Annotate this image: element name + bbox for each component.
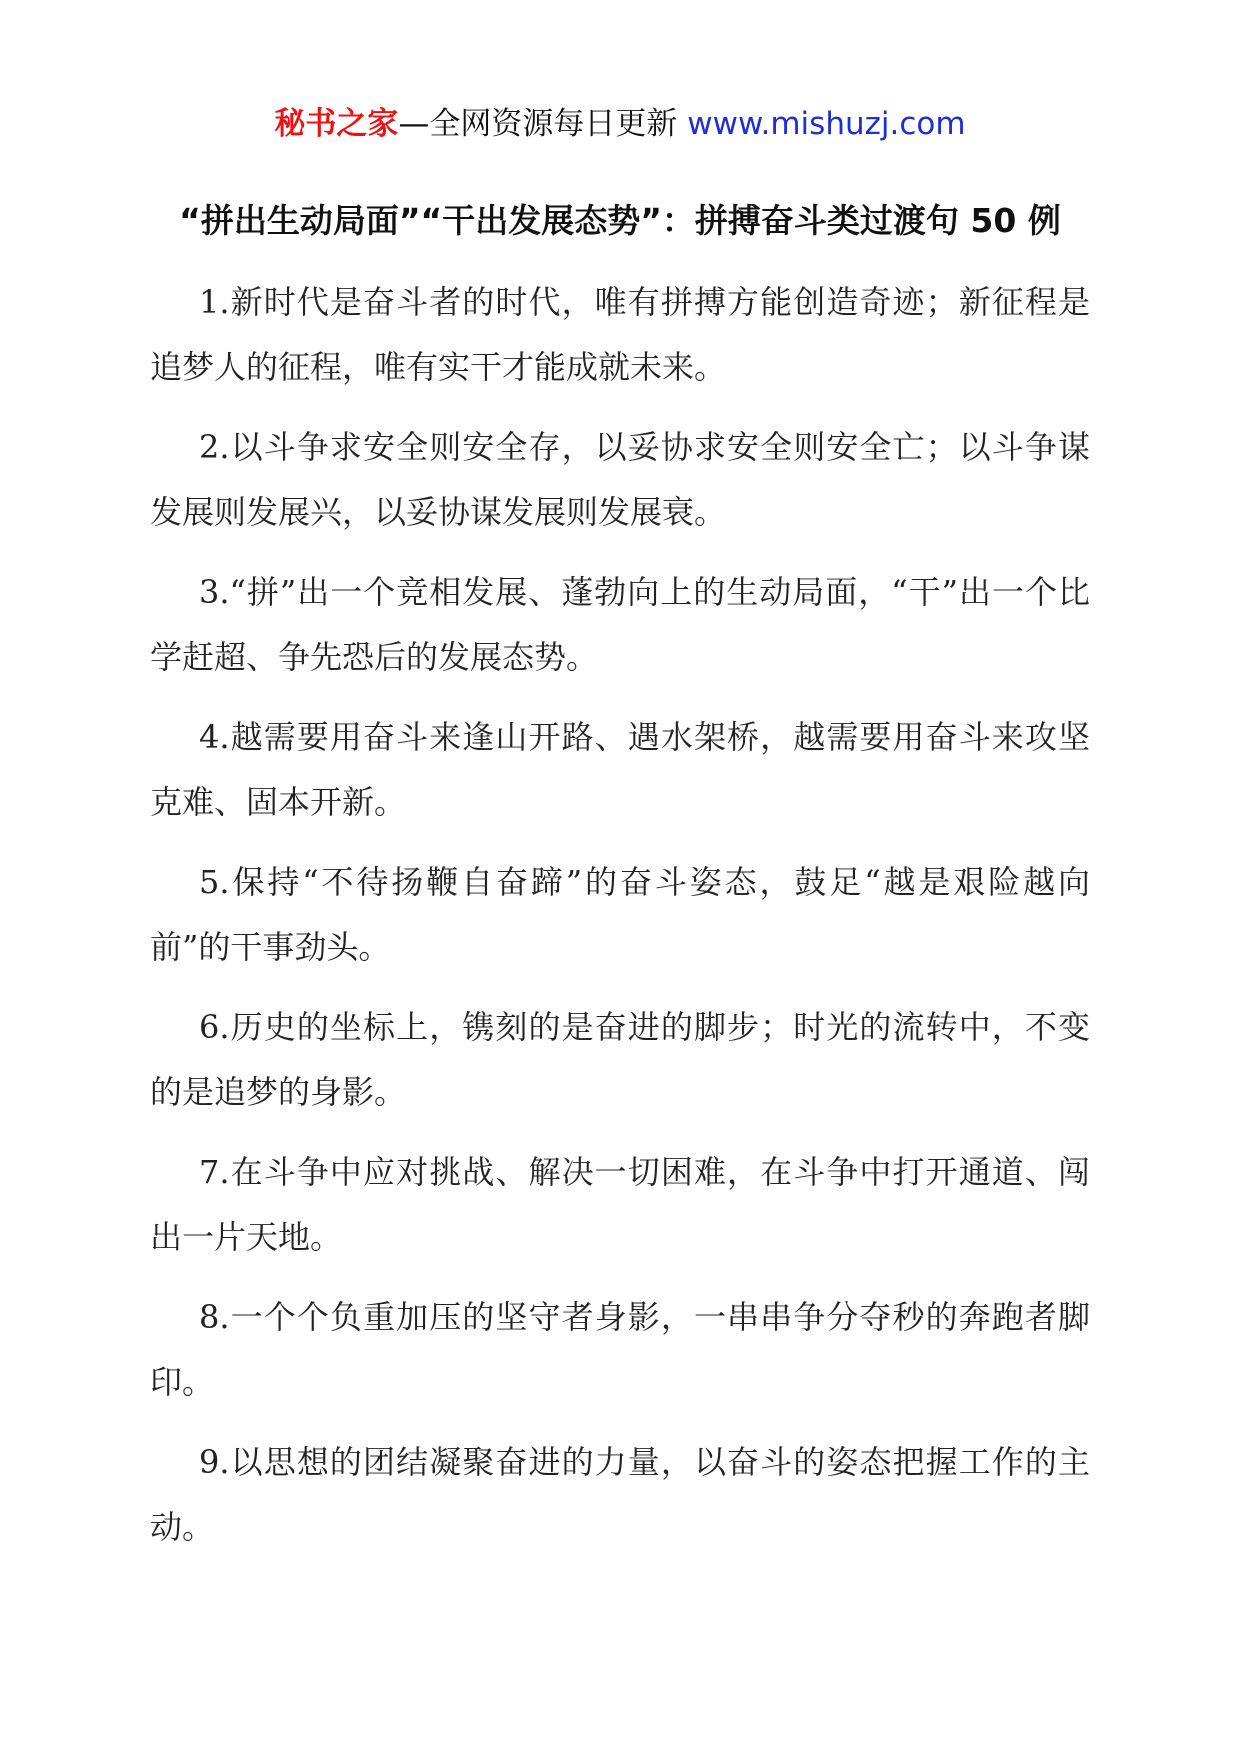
paragraph-3: 3.“拼”出一个竞相发展、蓬勃向上的生动局面，“干”出一个比学赶超、争先恐后的发展态势。 (150, 573, 1090, 676)
document-body (150, 270, 1090, 1575)
paragraph-7: 7.在斗争中应对挑战、解决一切困难，在斗争中打开通道、闯出一片天地。 (150, 1153, 1090, 1256)
paragraph-5: 5.保持“不待扬鞭自奋蹄”的奋斗姿态，鼓足“越是艰险越向前”的干事劲头。 (150, 863, 1090, 966)
paragraph-4: 4.越需要用奋斗来逢山开路、遇水架桥，越需要用奋斗来攻坚克难、固本开新。 (150, 718, 1090, 821)
site-header (0, 100, 1240, 148)
paragraph-8: 8.一个个负重加压的坚守者身影，一串串争分夺秒的奔跑者脚印。 (150, 1298, 1090, 1401)
paragraph-2: 2.以斗争求安全则安全存，以妥协求安全则安全亡；以斗争谋发展则发展兴，以妥协谋发展则发展衰。 (150, 428, 1090, 531)
paragraph-6: 6.历史的坐标上，镌刻的是奋进的脚步；时光的流转中，不变的是追梦的身影。 (150, 1008, 1090, 1111)
paragraph-1: 1.新时代是奋斗者的时代，唯有拼搏方能创造奇迹；新征程是追梦人的征程，唯有实干才能成就未来。 (150, 283, 1090, 386)
document-title: “拼出生动局面”“干出发展态势”：拼搏奋斗类过渡句 50 例 (179, 201, 1061, 240)
paragraph-9: 9.以思想的团结凝聚奋进的力量，以奋斗的姿态把握工作的主动。 (150, 1443, 1090, 1546)
site-slogan: —全网资源每日更新 (398, 106, 688, 142)
brand-name: 秘书之家 (274, 106, 399, 142)
site-url-link[interactable]: www.mishuzj.com (687, 106, 966, 142)
